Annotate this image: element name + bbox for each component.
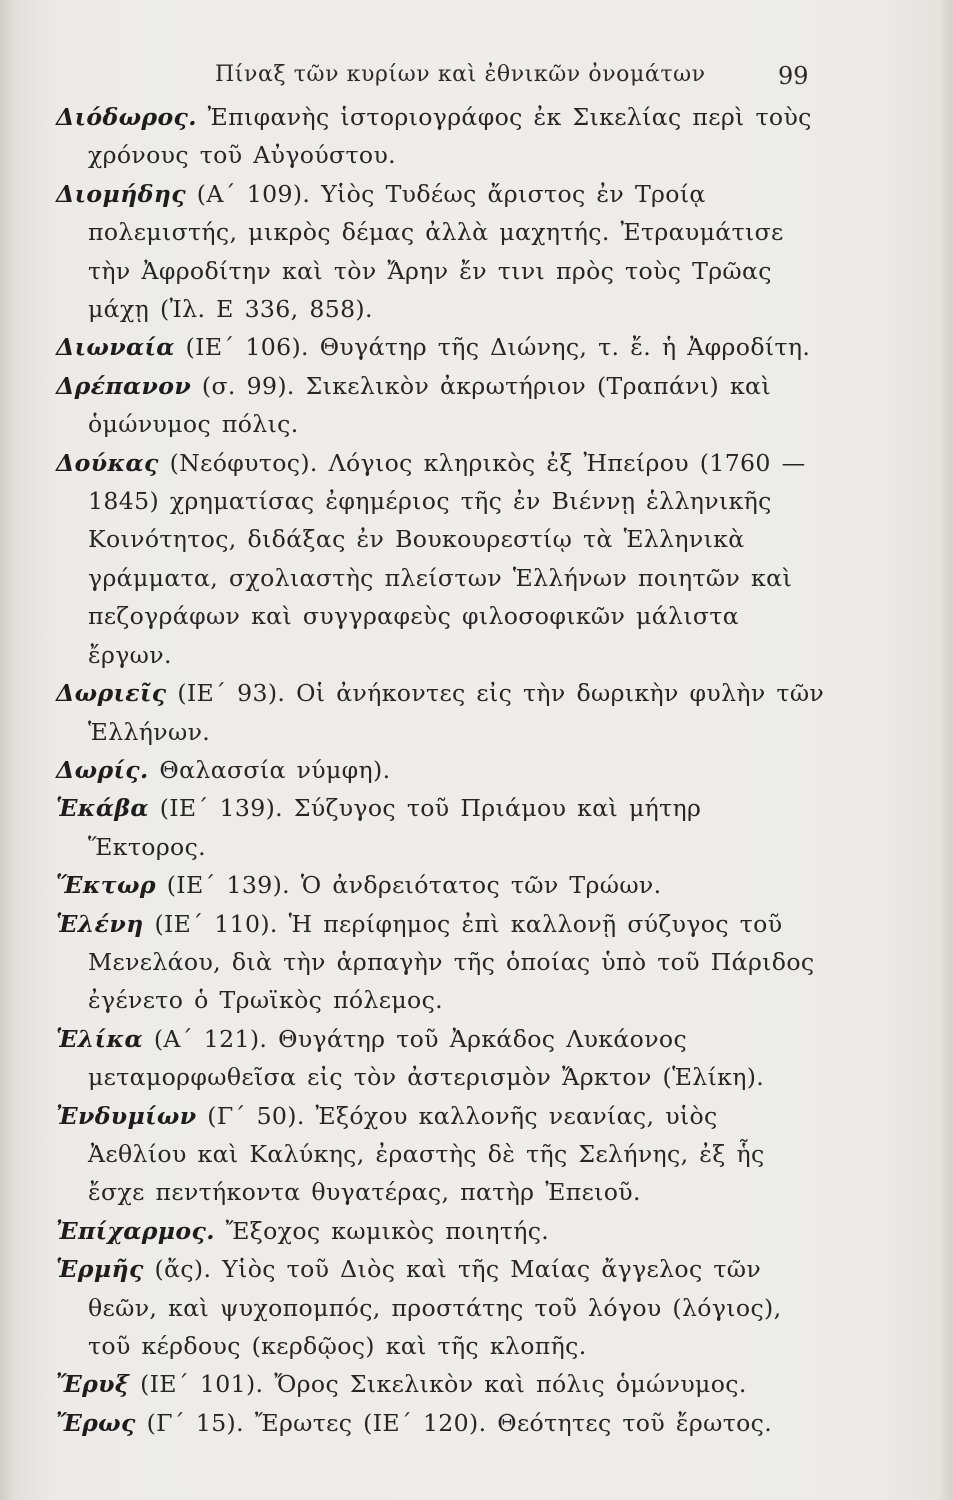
entry-eros (56, 1404, 826, 1442)
headword: Διομήδης (56, 179, 186, 208)
entry-text: Ἐπιφανὴς ἱστοριογράφος ἐκ Σικελίας περὶ τοὺς χρόνους τοῦ Αὐγούστου. (88, 103, 812, 170)
page-right-edge (939, 0, 953, 1500)
entry-text: (ΙΕ΄ 101). Ὄρος Σικελικὸν καὶ πόλις ὁμώνυμος. (129, 1370, 747, 1399)
entry-text: (Γ΄ 50). Ἐξόχου καλλονῆς νεανίας, υἱὸς Ἀεθλίου καὶ Καλύκης, ἐραστὴς δὲ τῆς Σελήνης, ἐξ ἧς ἔσχε πεντήκοντα θυγατέρας, πατὴρ Ἐπειοῦ. (88, 1101, 765, 1207)
entry-text: (ΙΕ΄ 110). Ἡ περίφημος ἐπὶ καλλονῇ σύζυγος τοῦ Μενελάου, διὰ τὴν ἁρπαγὴν τῆς ὁποίας ὑπὸ τοῦ Πάριδος ἐγένετο ὁ Τρωϊκὸς πόλεμος. (88, 909, 815, 1015)
entry-text: (ΙΕ΄ 139). Σύζυγος τοῦ Πριάμου καὶ μήτηρ Ἕκτορος. (88, 794, 702, 861)
entry-text: Ἔξοχος κωμικὸς ποιητής. (214, 1216, 550, 1245)
entry-doris (56, 751, 826, 789)
page-number: 99 (778, 62, 809, 90)
headword: Ἑκάβα (56, 794, 149, 823)
entry-diomedes (56, 175, 826, 329)
entry-helene (56, 905, 826, 1020)
headword: Διόδωρος. (56, 103, 197, 131)
headword: Ἐπίχαρμος. (56, 1216, 215, 1245)
headword: Διωναία (56, 333, 175, 362)
entry-diodoros (56, 98, 826, 175)
headword: Δωριεῖς (56, 679, 167, 708)
entry-drepanon (56, 367, 826, 444)
entry-eryx (56, 1365, 826, 1403)
entry-text: (ΙΕ΄ 139). Ὁ ἀνδρειότατος τῶν Τρώων. (155, 871, 662, 900)
headword: Ἐνδυμίων (56, 1101, 197, 1130)
entry-text: (ἄς). Υἱὸς τοῦ Διὸς καὶ τῆς Μαίας ἄγγελος τῶν θεῶν, καὶ ψυχοπομπός, προστάτης τοῦ λόγου (λόγιος), τοῦ κέρδους (κερδῷος) καὶ τῆς κλοπῆς. (88, 1255, 782, 1360)
entry-epicharmos (56, 1212, 826, 1250)
entry-text: (Γ΄ 15). Ἔρωτες (ΙΕ΄ 120). Θεότητες τοῦ ἔρωτος. (135, 1408, 773, 1437)
entry-text: Θαλασσία νύμφη). (148, 755, 391, 784)
running-title: Πίναξ τῶν κυρίων καὶ ἐθνικῶν ὀνομάτων (215, 62, 706, 87)
index-entries (56, 98, 826, 1442)
entry-doukas (56, 444, 826, 674)
entry-text: (ΙΕ΄ 93). Οἱ ἀνήκοντες εἰς τὴν δωρικὴν φυλὴν τῶν Ἑλλήνων. (88, 679, 825, 746)
entry-helika (56, 1020, 826, 1097)
headword: Δρέπανον (56, 371, 192, 400)
entry-dionaia (56, 328, 826, 366)
headword: Δούκας (56, 448, 159, 477)
entry-hektor (56, 866, 826, 904)
headword: Δωρίς. (56, 755, 149, 784)
headword: Ἕκτωρ (56, 871, 156, 900)
entry-text: (Νεόφυτος). Λόγιος κληρικὸς ἐξ Ἠπείρου (1760 — 1845) χρηματίσας ἐφημέριος τῆς ἐν Βιέννῃ ἑλληνικῆς Κοινότητος, διδάξας ἐν Βουκουρεστίῳ τὰ Ἑλληνικὰ γράμματα, σχολιαστὴς πλείστων Ἑλλήνων ποιητῶν καὶ πεζογράφων καὶ συγγραφεὺς φιλοσοφικῶν μάλιστα ἔργων. (88, 448, 806, 669)
running-header (0, 62, 953, 94)
headword: Ἔρως (56, 1408, 136, 1437)
entry-text: (Α΄ 109). Υἱὸς Τυδέως ἄριστος ἐν Τροίᾳ πολεμιστής, μικρὸς δέμας ἀλλὰ μαχητής. Ἐτραυμάτισε τὴν Ἀφροδίτην καὶ τὸν Ἄρην ἔν τινι πρὸς τοὺς Τρῶας μάχῃ (Ἰλ. Ε 336, 858). (88, 179, 784, 324)
headword: Ἑρμῆς (56, 1255, 144, 1284)
entry-text: (ΙΕ΄ 106). Θυγάτηρ τῆς Διώνης, τ. ἔ. ἡ Ἀφροδίτη. (174, 333, 811, 362)
headword: Ἑλένη (56, 909, 144, 938)
entry-hermes (56, 1250, 826, 1365)
page-left-edge (0, 0, 14, 1500)
entry-dorieis (56, 674, 826, 751)
headword: Ἑλίκα (56, 1024, 143, 1053)
entry-hekaba (56, 789, 826, 866)
entry-endymion (56, 1097, 826, 1212)
headword: Ἔρυξ (56, 1370, 130, 1399)
entry-text: (Α΄ 121). Θυγάτηρ τοῦ Ἀρκάδος Λυκάονος μεταμορφωθεῖσα εἰς τὸν ἀστερισμὸν Ἄρκτον (Ἑλίκη). (88, 1024, 765, 1092)
entry-text: (σ. 99). Σικελικὸν ἀκρωτήριον (Τραπάνι) καὶ ὁμώνυμος πόλις. (88, 371, 771, 439)
